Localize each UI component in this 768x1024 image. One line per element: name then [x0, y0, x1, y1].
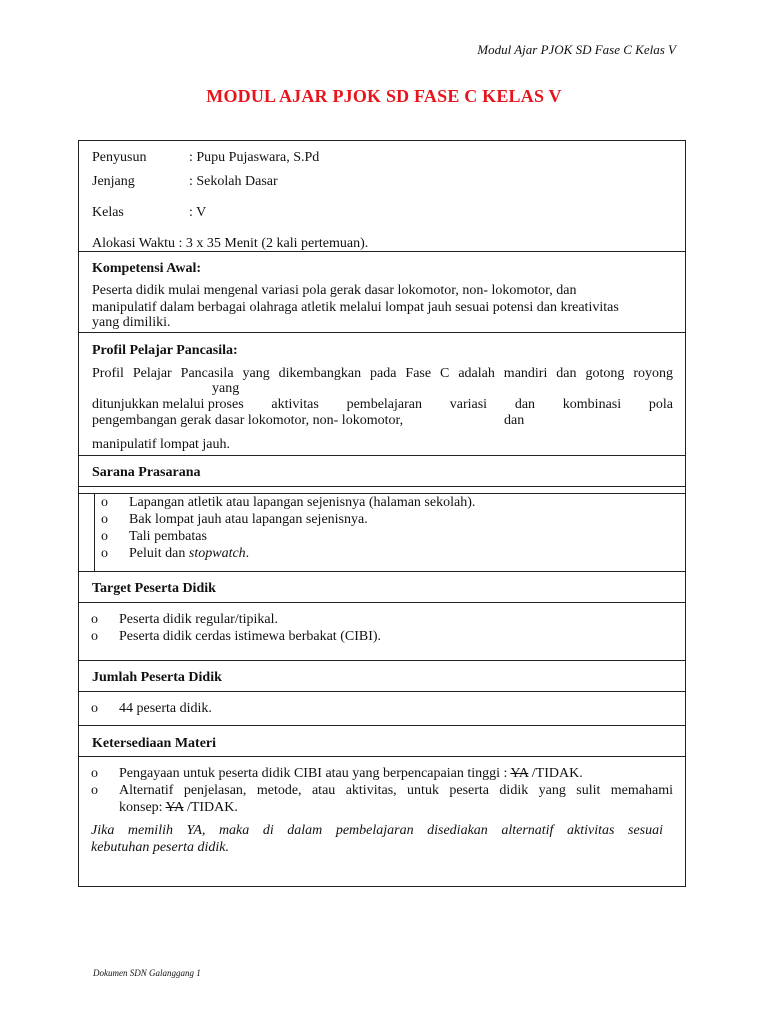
list-item: o Bak lompat jauh atau lapangan sejenisnya.: [101, 512, 368, 527]
materi-list: [91, 765, 673, 856]
profil-section: [78, 332, 686, 456]
list-item: o Alternatif penjelasan, metode, atau aktivitas, untuk peserta didik yang sulit memahami konsep: YA /TIDAK.: [91, 783, 673, 815]
kompetensi-section: [78, 251, 686, 333]
target-list: [91, 611, 673, 645]
sarana-list-cell: [78, 486, 686, 572]
list-item: o Tali pembatas: [101, 529, 207, 544]
identity-row-penyusun: Penyusun : Pupu Pujaswara, S.Pd: [92, 150, 320, 165]
materi-heading-cell: [78, 725, 686, 757]
kompetensi-heading: Kompetensi Awal:: [92, 261, 202, 276]
target-heading-cell: [78, 571, 686, 603]
target-list-cell: [78, 602, 686, 661]
jumlah-list: [91, 700, 673, 717]
list-item: o 44 peserta didik.: [91, 701, 212, 716]
list-item: o Lapangan atletik atau lapangan sejenisnya (halaman sekolah).: [101, 495, 476, 510]
identity-row-kelas: Kelas : V: [92, 205, 207, 220]
kompetensi-text: Peserta didik mulai mengenal variasi pola gerak dasar lokomotor, non- lokomotor, dan manipulatif dalam berbagai olahraga atletik melalui lompat jauh sesuai potensi dan kreativitas yang dimiliki.: [92, 283, 619, 330]
materi-list-cell: [78, 756, 686, 887]
jumlah-heading: Jumlah Peserta Didik: [92, 670, 222, 685]
target-heading: Target Peserta Didik: [92, 581, 216, 596]
list-item: o Peserta didik cerdas istimewa berbakat (CIBI).: [91, 629, 382, 644]
jumlah-list-cell: [78, 691, 686, 726]
profil-heading: Profil Pelajar Pancasila:: [92, 343, 238, 358]
sarana-list: [101, 494, 673, 562]
identity-section: [78, 140, 686, 252]
page-footer: Dokumen SDN Galanggang 1: [93, 968, 201, 978]
materi-heading: Ketersediaan Materi: [92, 736, 217, 751]
document-title: MODUL AJAR PJOK SD FASE C KELAS V: [206, 86, 562, 106]
identity-row-jenjang: Jenjang : Sekolah Dasar: [92, 174, 278, 189]
sarana-heading-cell: [78, 455, 686, 487]
running-header: Modul Ajar PJOK SD Fase C Kelas V: [477, 42, 676, 57]
list-item: o Peluit dan stopwatch.: [101, 546, 250, 561]
profil-line-2: ditunjukkan melalui proses aktivitas pembelajaran variasi dan kombinasi pola: [92, 397, 673, 412]
list-item: o Pengayaan untuk peserta didik CIBI atau yang berpencapaian tinggi : YA /TIDAK.: [91, 766, 583, 781]
identity-row-alokasi: Alokasi Waktu : 3 x 35 Menit (2 kali pertemuan).: [92, 236, 369, 251]
jumlah-heading-cell: [78, 660, 686, 692]
list-item: o Peserta didik regular/tipikal.: [91, 612, 279, 627]
sarana-heading: Sarana Prasarana: [92, 465, 201, 480]
materi-note: Jika memilih YA, maka di dalam pembelajaran disediakan alternatif aktivitas sesuai kebutuhan peserta didik.: [91, 823, 663, 855]
profil-text: Profil Pelajar Pancasila yang dikembangkan pada Fase C adalah mandiri dan gotong royong yang ditunjukkan melalui proses aktivitas pembelajaran variasi dan kombinasi pola pengembangan gerak dasar lokomotor, non- lokomotor, dan manipulatif lompat jauh.: [92, 366, 673, 452]
